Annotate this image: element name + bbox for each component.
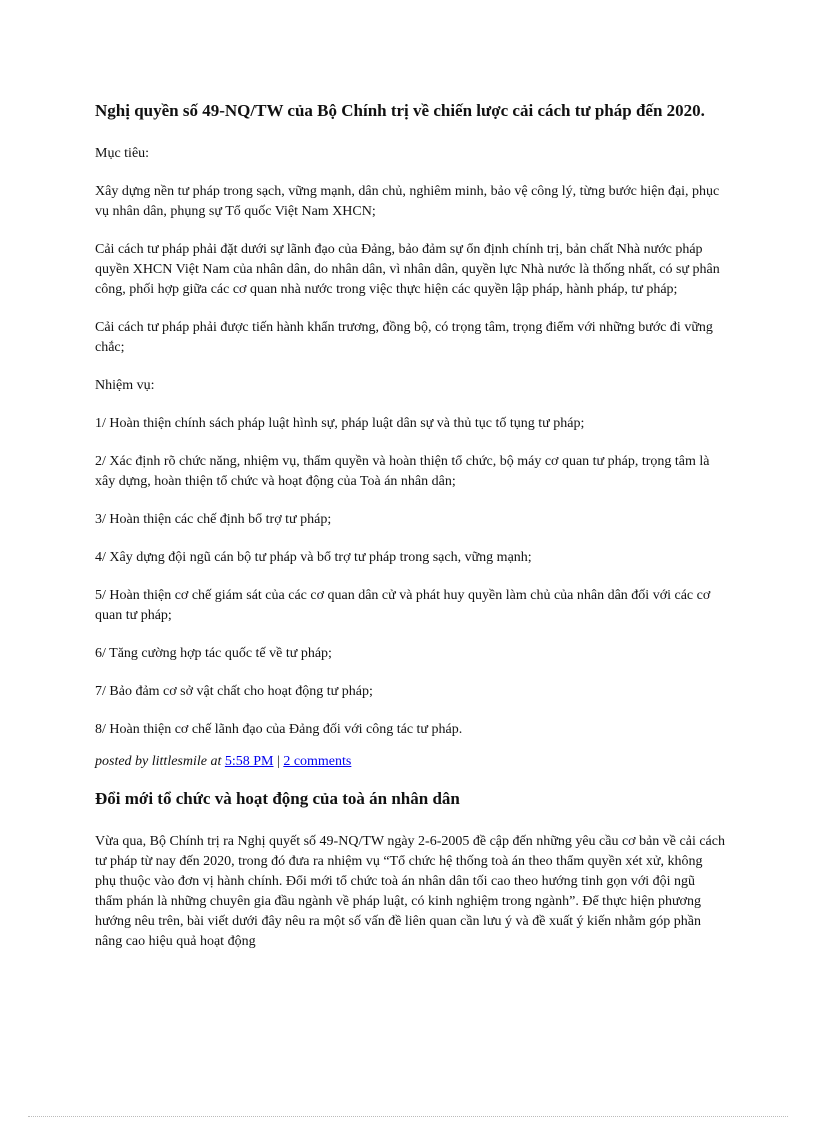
paragraph-task-1: 1/ Hoàn thiện chính sách pháp luật hình sự, pháp luật dân sự và thủ tục tố tụng tư pháp; [95,416,585,431]
paragraph-goal-2: Cải cách tư pháp phải đặt dưới sự lãnh đạo của Đảng, bảo đảm sự ổn định chính trị, bản chất Nhà nước pháp quyền XHCN Việt Nam của nhân dân, do nhân dân, vì nhân dân, quyền lực Nhà nước là thống nhất, có sự phân công, phối hợp giữa các cơ quan nhà nước trong việc thực hiện các quyền lập pháp, hành pháp, tư pháp; [95,242,720,297]
paragraph-task-5: 5/ Hoàn thiện cơ chế giám sát của các cơ quan dân cử và phát huy quyền làm chủ của nhân dân đối với các cơ quan tư pháp; [95,588,711,623]
paragraph-post2-body: Vừa qua, Bộ Chính trị ra Nghị quyết số 49-NQ/TW ngày 2-6-2005 đề cập đến những yêu cầu cơ bản về cải cách tư pháp từ nay đến 2020, trong đó đưa ra nhiệm vụ “Tổ chức hệ thống toà án theo thẩm quyền xét xử, không phụ thuộc vào đơn vị hành chính. Đổi mới tổ chức toà án nhân dân tối cao theo hướng tinh gọn với đội ngũ thẩm phán là những chuyên gia đầu ngành về pháp luật, có kinh nghiệm trong ngành”. Để thực hiện phương hướng nêu trên, bài viết dưới đây nêu ra một số vấn đề liên quan cần lưu ý và đề xuất ý kiến nhằm góp phần nâng cao hiệu quả hoạt động [95,834,725,949]
meta-separator: | [273,754,284,769]
paragraph-goals-label: Mục tiêu: [95,146,150,161]
post-meta [95,754,725,770]
paragraph-task-7: 7/ Bảo đảm cơ sở vật chất cho hoạt động tư pháp; [95,684,373,699]
post-title: Nghị quyền số 49-NQ/TW của Bộ Chính trị về chiến lược cải cách tư pháp đến 2020. [95,101,705,120]
document-page [95,100,725,970]
paragraph-tasks-label: Nhiệm vụ: [95,378,155,393]
post-author: posted by littlesmile at [95,754,225,769]
comments-link[interactable]: 2 comments [283,754,352,769]
paragraph-task-4: 4/ Xây dựng đội ngũ cán bộ tư pháp và bổ trợ tư pháp trong sạch, vững mạnh; [95,550,532,565]
paragraph-task-2: 2/ Xác định rõ chức năng, nhiệm vụ, thẩm quyền và hoàn thiện tổ chức, bộ máy cơ quan tư pháp, trọng tâm là xây dựng, hoàn thiện tổ chức và hoạt động của Toà án nhân dân; [95,454,710,489]
paragraph-goal-1: Xây dựng nền tư pháp trong sạch, vững mạnh, dân chủ, nghiêm minh, bảo vệ công lý, từng bước hiện đại, phục vụ nhân dân, phụng sự Tổ quốc Việt Nam XHCN; [95,184,720,219]
paragraph-task-8: 8/ Hoàn thiện cơ chế lãnh đạo của Đảng đối với công tác tư pháp. [95,722,463,737]
post-title-2: Đổi mới tổ chức và hoạt động của toà án nhân dân [95,789,460,808]
page-bottom-divider [28,1116,788,1117]
post-time-link[interactable]: 5:58 PM [224,754,274,769]
paragraph-task-6: 6/ Tăng cường hợp tác quốc tế về tư pháp; [95,646,332,661]
paragraph-goal-3: Cải cách tư pháp phải được tiến hành khẩn trương, đồng bộ, có trọng tâm, trọng điểm với những bước đi vững chắc; [95,320,713,355]
paragraph-task-3: 3/ Hoàn thiện các chế định bổ trợ tư pháp; [95,512,332,527]
